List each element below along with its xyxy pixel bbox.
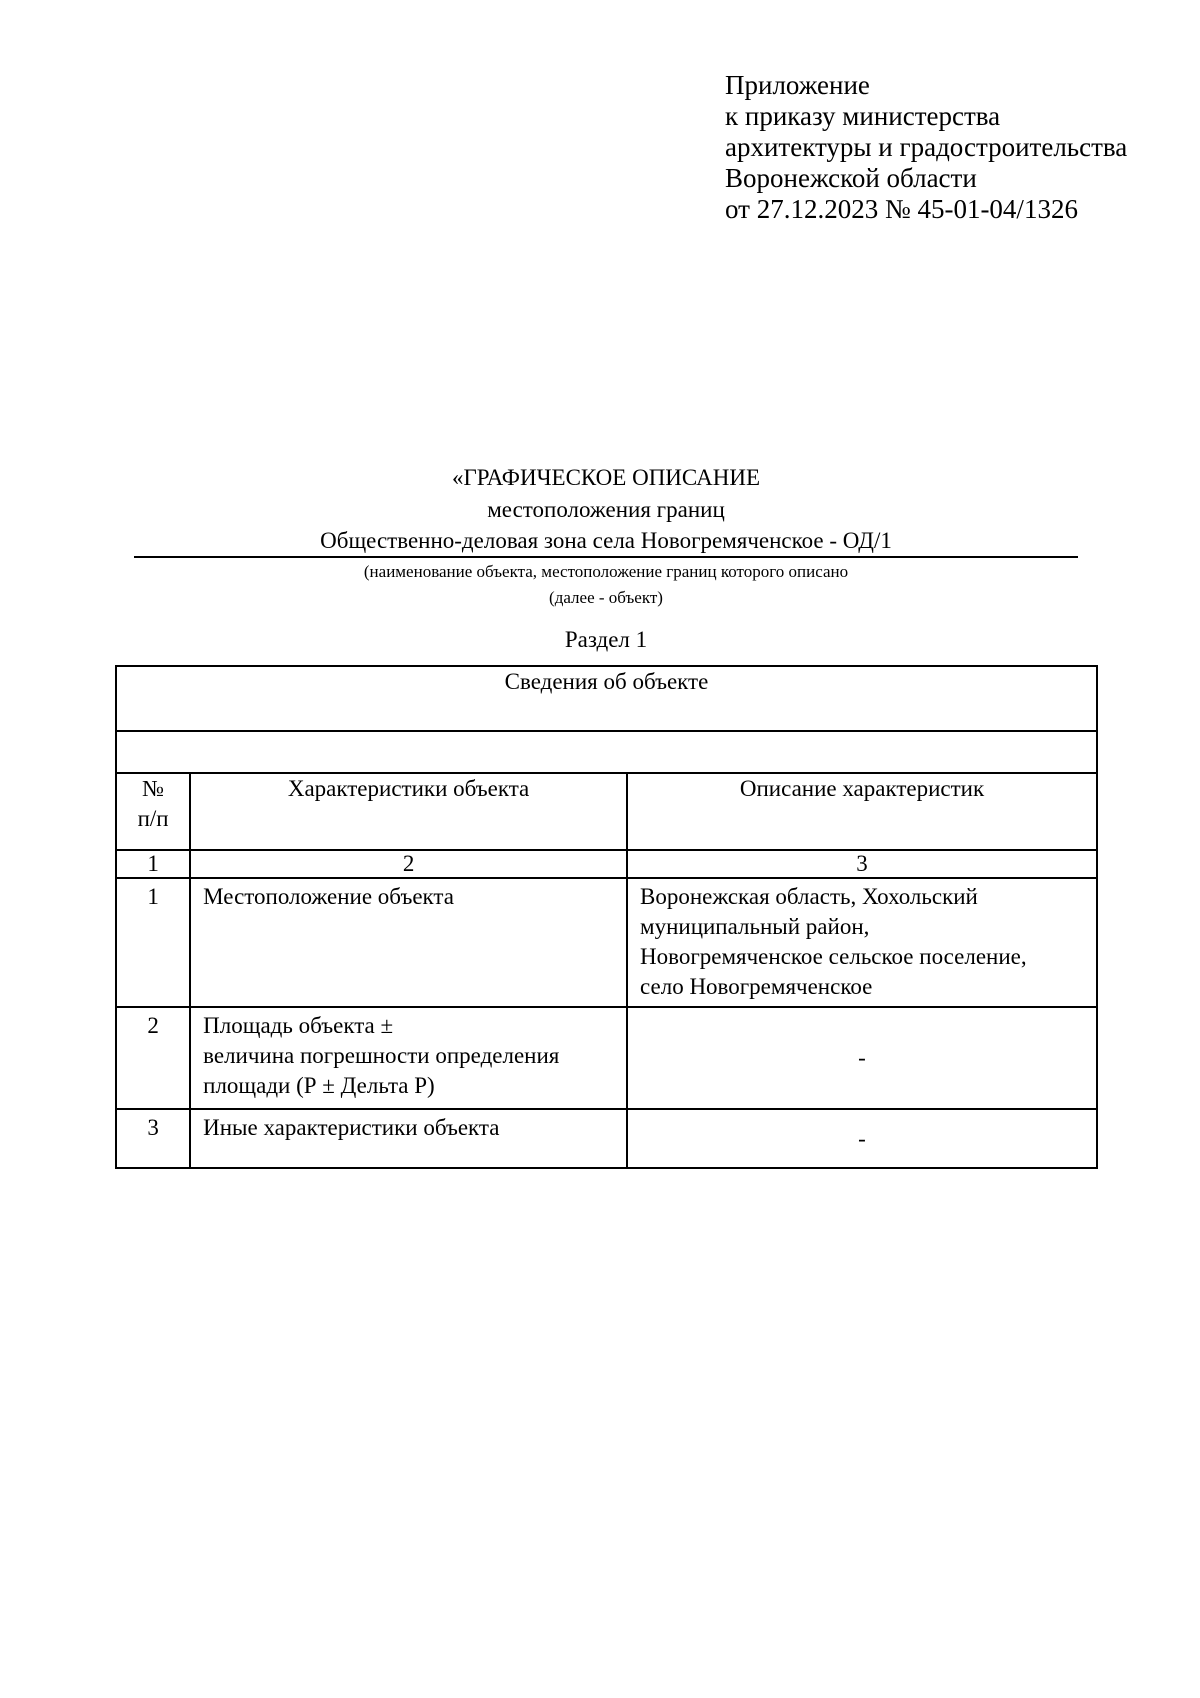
table-row	[116, 1007, 1097, 1109]
appendix-line: Приложение	[725, 70, 870, 100]
characteristic-line: Местоположение объекта	[203, 884, 454, 909]
table-caption: Сведения об объекте	[116, 666, 1097, 731]
characteristic-line: величина погрешности определения	[203, 1043, 560, 1068]
header-description: Описание характеристик	[627, 773, 1097, 850]
section-label: Раздел 1	[564, 627, 648, 652]
object-info-table	[115, 665, 1098, 1169]
characteristic-line: Площадь объекта ±	[203, 1013, 394, 1038]
document-title-block	[134, 463, 1078, 610]
characteristic-line: Иные характеристики объекта	[203, 1115, 500, 1140]
appendix-line: к приказу министерства	[725, 101, 1001, 131]
appendix-line: архитектуры и градостроительства	[725, 132, 1128, 162]
description-line: село Новогремяченское	[640, 974, 873, 999]
row-characteristic	[190, 878, 627, 1007]
document-subtitle: местоположения границ	[487, 497, 725, 522]
row-characteristic	[190, 1109, 627, 1168]
row-description: -	[627, 1007, 1097, 1109]
index-cell: 2	[190, 850, 627, 878]
empty-cell	[116, 731, 1097, 773]
index-cell: 3	[627, 850, 1097, 878]
header-characteristics: Характеристики объекта	[190, 773, 627, 850]
underline-rule	[134, 556, 1078, 558]
appendix-reference	[725, 70, 1127, 225]
table-empty-row	[116, 731, 1097, 773]
appendix-order-number: от 27.12.2023 № 45-01-04/1326	[725, 194, 1078, 224]
document-title: «ГРАФИЧЕСКОЕ ОПИСАНИЕ	[451, 465, 760, 490]
object-name-note-continued: (далее - объект)	[549, 588, 663, 607]
row-number: 3	[116, 1109, 190, 1168]
description-line: Воронежская область, Хохольский	[640, 884, 978, 909]
table-header-row	[116, 773, 1097, 850]
index-cell: 1	[116, 850, 190, 878]
object-name-note: (наименование объекта, местоположение границ которого описано	[363, 562, 849, 581]
row-number: 1	[116, 878, 190, 1007]
table-index-row	[116, 850, 1097, 878]
characteristic-line: площади (Р ± Дельта Р)	[203, 1073, 435, 1098]
description-line: муниципальный район,	[640, 914, 870, 939]
table-row	[116, 1109, 1097, 1168]
row-characteristic	[190, 1007, 627, 1109]
header-num-label: п/п	[137, 806, 169, 831]
row-number: 2	[116, 1007, 190, 1109]
description-line: Новогремяченское сельское поселение,	[640, 944, 1027, 969]
object-name: Общественно-деловая зона села Новогремяченское - ОД/1	[320, 528, 892, 553]
row-description: -	[627, 1109, 1097, 1168]
table-caption-row	[116, 666, 1097, 731]
appendix-line: Воронежской области	[725, 163, 977, 193]
header-num	[116, 773, 190, 850]
table-row	[116, 878, 1097, 1007]
header-num-symbol: №	[142, 776, 165, 801]
row-description	[627, 878, 1097, 1007]
